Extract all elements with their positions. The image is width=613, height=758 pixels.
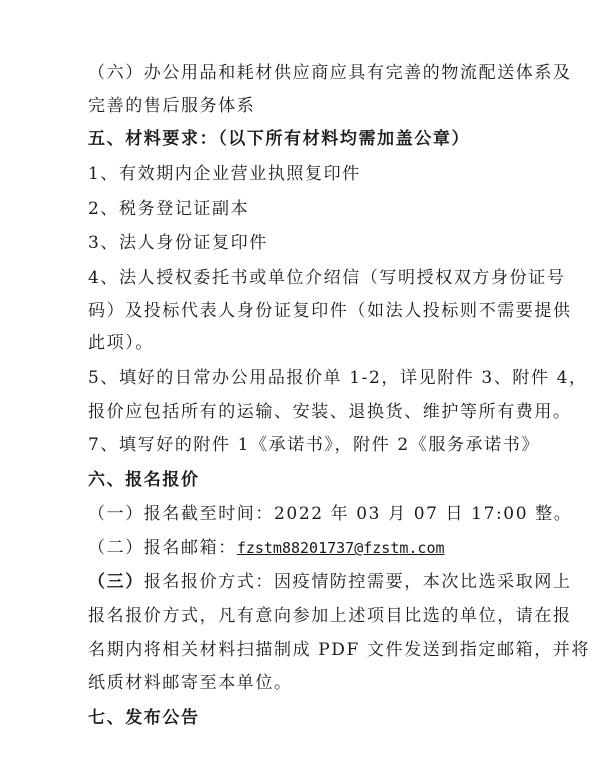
material-7: 7、填写好的附件 1《承诺书》，附件 2《服务承诺书》 xyxy=(88,435,540,455)
method-line-4: 纸质材料邮寄至本单位。 xyxy=(88,673,293,693)
material-3: 3、法人身份证复印件 xyxy=(88,233,268,253)
method-line-3: 名期内将相关材料扫描制成 PDF 文件发送到指定邮箱，并将 xyxy=(88,640,591,660)
method-line-1 xyxy=(88,571,572,593)
method-label: （三） xyxy=(88,572,144,592)
material-4-line-3: 此项）。 xyxy=(88,333,154,353)
method-line-2: 报名报价方式，凡有意向参加上述项目比选的单位，请在报 xyxy=(88,606,572,626)
material-1: 1、有效期内企业营业执照复印件 xyxy=(88,164,361,184)
material-5-line-2: 报价应包括所有的运输、安装、退换货、维护等所有费用。 xyxy=(88,402,572,422)
material-5-line-1: 5、填好的日常办公用品报价单 1-2，详见附件 3、附件 4， xyxy=(88,368,588,388)
email-link[interactable]: fzstm88201737@fzstm.com xyxy=(236,539,445,557)
item-6-line-2: 完善的售后服务体系 xyxy=(88,96,256,116)
email-label: （二）报名邮箱： xyxy=(88,538,237,558)
material-4-line-2: 码）及投标代表人身份证复印件（如法人投标则不需要提供 xyxy=(88,301,572,321)
registration-deadline: （一）报名截至时间：2022 年 03 月 07 日 17:00 整。 xyxy=(88,504,573,524)
section-6-heading: 六、报名报价 xyxy=(88,470,200,490)
section-7-heading: 七、发布公告 xyxy=(88,708,200,728)
material-4-line-1: 4、法人授权委托书或单位介绍信（写明授权双方身份证号 xyxy=(88,268,566,288)
method-line-1-text: 报名报价方式：因疫情防控需要，本次比选采取网上 xyxy=(143,572,572,592)
section-5-heading: 五、材料要求：（以下所有材料均需加盖公章） xyxy=(88,129,471,149)
item-6-line-1: （六）办公用品和耗材供应商应具有完善的物流配送体系及 xyxy=(88,63,572,83)
material-2: 2、税务登记证副本 xyxy=(88,199,250,219)
registration-email-line xyxy=(88,537,445,559)
